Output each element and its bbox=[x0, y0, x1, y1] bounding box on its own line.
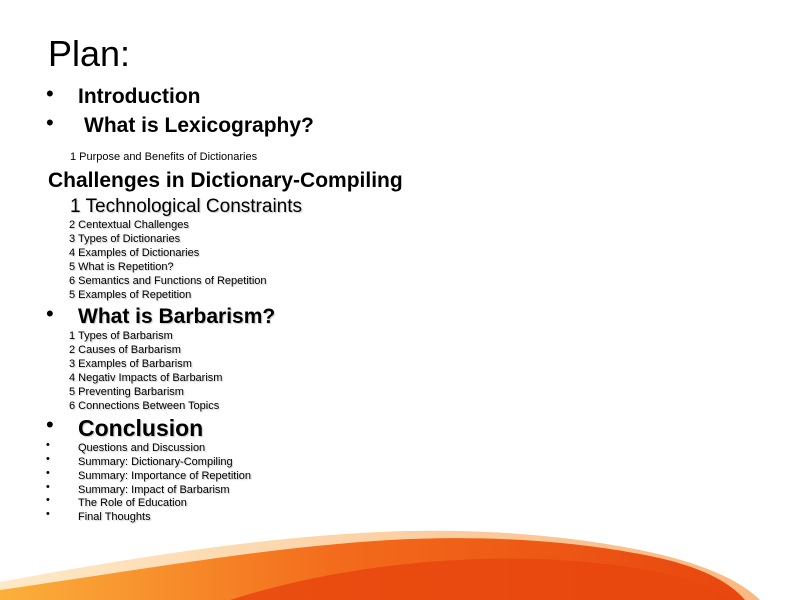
heading-challenges: Challenges in Dictionary-Compiling bbox=[48, 169, 403, 192]
list-item: 1 Types of Barbarism bbox=[69, 330, 173, 342]
list-item: 4 Negativ Impacts of Barbarism bbox=[69, 372, 223, 384]
list-item: Summary: Importance of Repetition bbox=[78, 470, 252, 482]
bullet-icon: • bbox=[46, 508, 50, 520]
lexicography-subitem: 1 Purpose and Benefits of Dictionaries bbox=[70, 151, 258, 163]
list-item: Final Thoughts bbox=[78, 511, 151, 523]
heading-barbarism: What is Barbarism? bbox=[78, 305, 276, 328]
list-item: 5 Preventing Barbarism bbox=[69, 386, 184, 398]
orange-wave-decoration bbox=[0, 520, 800, 600]
slide-title: Plan: bbox=[48, 33, 131, 74]
list-item: The Role of Education bbox=[78, 497, 187, 509]
bullet-icon: • bbox=[46, 439, 50, 451]
list-item: 2 Causes of Barbarism bbox=[69, 344, 181, 356]
heading-introduction: Introduction bbox=[78, 85, 201, 108]
list-item: 2 Centextual Challenges bbox=[69, 219, 189, 231]
heading-conclusion: Conclusion bbox=[78, 415, 204, 441]
list-item: Questions and Discussion bbox=[78, 442, 206, 454]
list-item: 4 Examples of Dictionaries bbox=[69, 247, 200, 259]
list-item: 6 Connections Between Topics bbox=[69, 400, 220, 412]
bullet-icon: • bbox=[46, 412, 54, 437]
bullet-icon: • bbox=[46, 110, 54, 135]
bullet-icon: • bbox=[46, 81, 54, 106]
list-item: Summary: Impact of Barbarism bbox=[78, 484, 230, 496]
list-item: Summary: Dictionary-Compiling bbox=[78, 456, 233, 468]
list-item: 5 What is Repetition? bbox=[69, 261, 174, 273]
bullet-icon: • bbox=[46, 467, 50, 479]
list-item: 3 Types of Dictionaries bbox=[69, 233, 181, 245]
bullet-icon: • bbox=[46, 301, 54, 326]
bullet-icon: • bbox=[46, 494, 50, 506]
list-item: 3 Examples of Barbarism bbox=[69, 358, 192, 370]
bullet-icon: • bbox=[46, 453, 50, 465]
list-item: 6 Semantics and Functions of Repetition bbox=[69, 275, 267, 287]
list-item: 5 Examples of Repetition bbox=[69, 289, 192, 301]
challenges-subitem: 1 Technological Constraints bbox=[70, 196, 303, 217]
bullet-icon: • bbox=[46, 481, 50, 493]
heading-lexicography: What is Lexicography? bbox=[84, 114, 314, 137]
